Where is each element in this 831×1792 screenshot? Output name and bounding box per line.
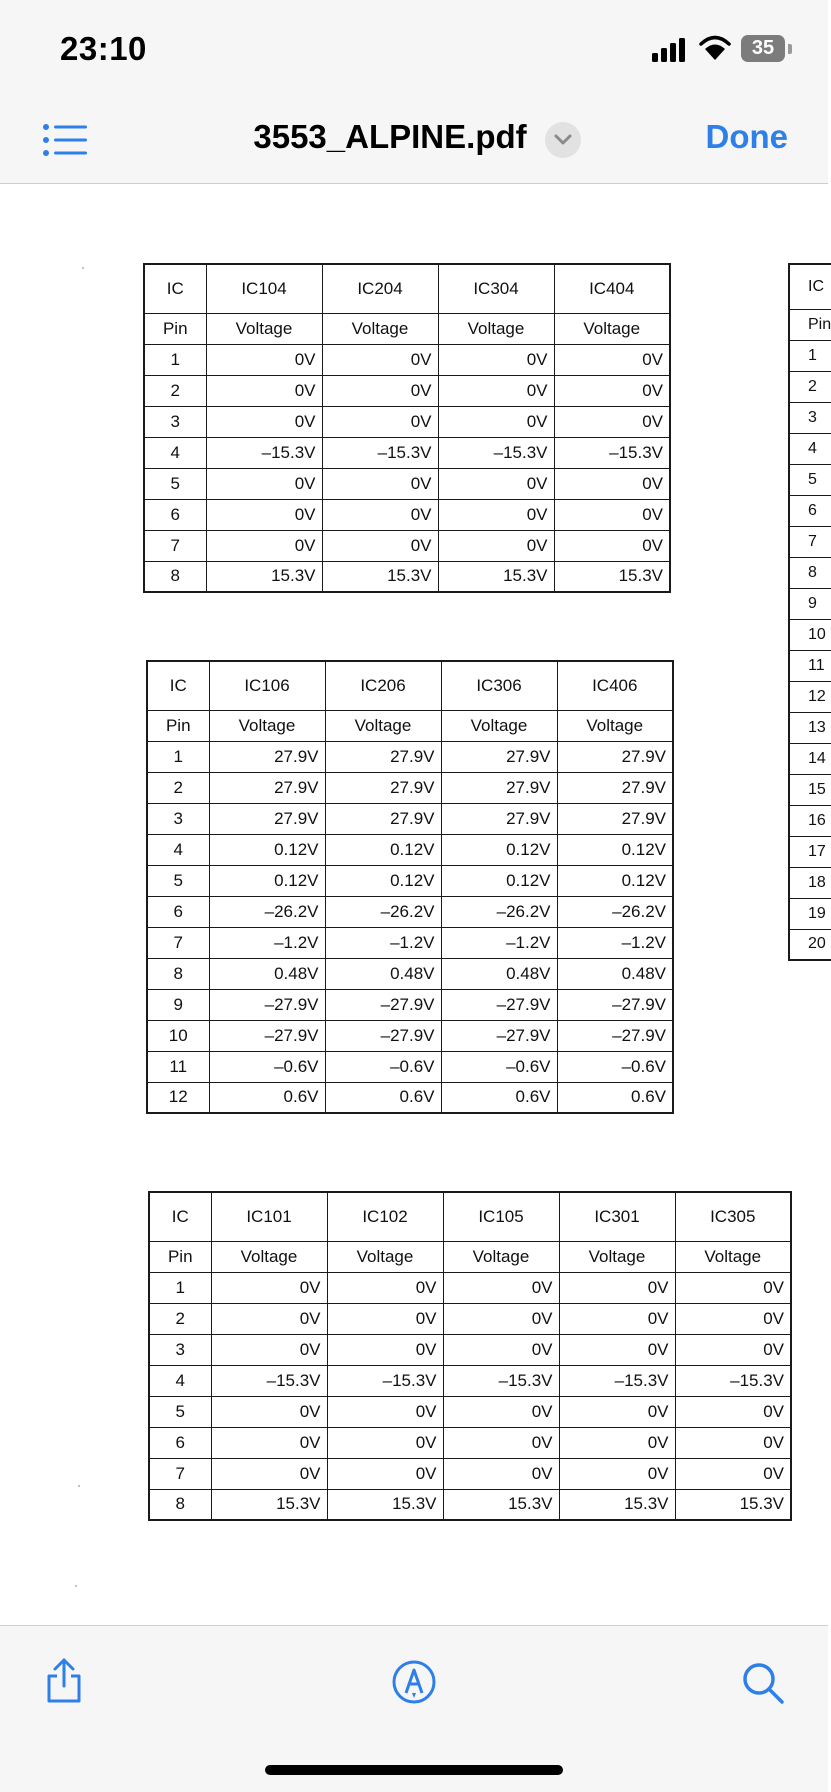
voltage-value: 0V — [675, 1303, 791, 1334]
voltage-value: 0V — [322, 375, 438, 406]
voltage-value: 15.3V — [675, 1489, 791, 1520]
voltage-subheader: Voltage — [441, 710, 557, 741]
pin-number: 3 — [149, 1334, 211, 1365]
voltage-value: 0V — [327, 1427, 443, 1458]
pin-number: 3 — [147, 803, 209, 834]
voltage-value: –26.2V — [557, 896, 673, 927]
table-row — [144, 499, 670, 530]
voltage-value: –0.6V — [557, 1051, 673, 1082]
voltage-value: 15.3V — [206, 561, 322, 592]
voltage-value: –27.9V — [325, 989, 441, 1020]
table-row — [789, 650, 831, 681]
voltage-value: –27.9V — [441, 989, 557, 1020]
table-row — [789, 681, 831, 712]
pin-number: 7 — [144, 530, 206, 561]
table-row — [789, 805, 831, 836]
pin-number: 2 — [789, 371, 831, 402]
ic-column-header: IC306 — [441, 661, 557, 710]
voltage-subheader: Voltage — [554, 313, 670, 344]
voltage-value: 27.9V — [557, 741, 673, 772]
table-row — [147, 927, 673, 958]
ic-header-label: IC — [149, 1192, 211, 1241]
table-row — [147, 1020, 673, 1051]
table-row — [789, 371, 831, 402]
pin-number: 6 — [789, 495, 831, 526]
voltage-subheader: Voltage — [325, 710, 441, 741]
voltage-value: –26.2V — [325, 896, 441, 927]
voltage-value: 0V — [554, 530, 670, 561]
voltage-value: 0V — [554, 468, 670, 499]
ic-column-header: IC101 — [211, 1192, 327, 1241]
voltage-value: –26.2V — [441, 896, 557, 927]
voltage-value: 0V — [322, 406, 438, 437]
pin-number: 6 — [144, 499, 206, 530]
pin-number: 13 — [789, 712, 831, 743]
voltage-value: 27.9V — [441, 772, 557, 803]
voltage-table-3 — [148, 1191, 792, 1521]
voltage-value: 0.12V — [441, 865, 557, 896]
voltage-value: –15.3V — [327, 1365, 443, 1396]
voltage-value: 0V — [554, 499, 670, 530]
pin-number: 8 — [147, 958, 209, 989]
table-row — [789, 774, 831, 805]
chevron-down-icon[interactable] — [545, 122, 581, 158]
table-row — [789, 557, 831, 588]
ic-column-header: IC301 — [559, 1192, 675, 1241]
voltage-value: 15.3V — [211, 1489, 327, 1520]
voltage-value: 0V — [211, 1458, 327, 1489]
voltage-value: –15.3V — [438, 437, 554, 468]
table-row — [144, 530, 670, 561]
voltage-subheader: Voltage — [443, 1241, 559, 1272]
voltage-value: –27.9V — [557, 989, 673, 1020]
voltage-subheader: Voltage — [322, 313, 438, 344]
pin-number: 15 — [789, 774, 831, 805]
pin-number: 3 — [789, 402, 831, 433]
scan-speck — [75, 1585, 77, 1587]
voltage-value: 0V — [438, 375, 554, 406]
pin-number: 5 — [144, 468, 206, 499]
pin-number: 9 — [147, 989, 209, 1020]
voltage-value: –26.2V — [209, 896, 325, 927]
voltage-subheader: Voltage — [557, 710, 673, 741]
table-row — [789, 898, 831, 929]
voltage-value: 0V — [554, 406, 670, 437]
pin-number: 5 — [149, 1396, 211, 1427]
pin-number: 8 — [789, 557, 831, 588]
voltage-value: 0V — [327, 1303, 443, 1334]
voltage-subheader: Voltage — [438, 313, 554, 344]
voltage-value: 0V — [327, 1458, 443, 1489]
pin-header-label: Pin — [789, 309, 831, 340]
voltage-value: 0.6V — [557, 1082, 673, 1113]
voltage-value: 0V — [211, 1303, 327, 1334]
table-row — [147, 989, 673, 1020]
pin-number: 8 — [144, 561, 206, 592]
table-row — [789, 526, 831, 557]
voltage-value: 0V — [206, 499, 322, 530]
pin-number: 3 — [144, 406, 206, 437]
pin-header-label: Pin — [144, 313, 206, 344]
voltage-value: 0V — [675, 1396, 791, 1427]
pin-number: 5 — [147, 865, 209, 896]
voltage-value: 27.9V — [557, 803, 673, 834]
pin-number: 12 — [147, 1082, 209, 1113]
pin-number: 11 — [789, 650, 831, 681]
voltage-value: 0.48V — [557, 958, 673, 989]
voltage-table-1 — [143, 263, 671, 593]
voltage-value: –27.9V — [209, 989, 325, 1020]
pin-number: 10 — [147, 1020, 209, 1051]
voltage-value: 0.12V — [209, 834, 325, 865]
ic-column-header: IC204 — [322, 264, 438, 313]
table-row — [149, 1458, 791, 1489]
voltage-value: 0V — [438, 406, 554, 437]
voltage-value: 0V — [554, 344, 670, 375]
pin-number: 2 — [147, 772, 209, 803]
voltage-value: 0V — [327, 1334, 443, 1365]
table-row — [144, 344, 670, 375]
pin-number: 2 — [144, 375, 206, 406]
voltage-value: 0V — [554, 375, 670, 406]
table-row — [789, 743, 831, 774]
voltage-value: 0.6V — [325, 1082, 441, 1113]
pin-number: 6 — [149, 1427, 211, 1458]
voltage-value: –15.3V — [554, 437, 670, 468]
ic-column-header: IC304 — [438, 264, 554, 313]
ic-header-label: IC — [789, 264, 831, 309]
ic-column-header: IC406 — [557, 661, 673, 710]
voltage-value: 27.9V — [209, 803, 325, 834]
pin-number: 8 — [149, 1489, 211, 1520]
voltage-value: 0V — [443, 1458, 559, 1489]
pin-number: 1 — [149, 1272, 211, 1303]
voltage-value: 0V — [559, 1458, 675, 1489]
voltage-value: 0V — [327, 1396, 443, 1427]
table-row — [144, 375, 670, 406]
voltage-value: 0V — [211, 1396, 327, 1427]
voltage-value: –1.2V — [441, 927, 557, 958]
voltage-value: 0V — [675, 1427, 791, 1458]
partial-pin-table — [788, 263, 831, 961]
pin-number: 1 — [147, 741, 209, 772]
status-time: 23:10 — [60, 30, 147, 67]
voltage-value: 0V — [211, 1427, 327, 1458]
table-row — [147, 741, 673, 772]
voltage-value: –1.2V — [209, 927, 325, 958]
table-row — [147, 1051, 673, 1082]
ic-header-label: IC — [144, 264, 206, 313]
voltage-value: –15.3V — [322, 437, 438, 468]
table-row — [149, 1365, 791, 1396]
voltage-value: 27.9V — [325, 741, 441, 772]
pin-number: 12 — [789, 681, 831, 712]
voltage-value: 0V — [206, 406, 322, 437]
pin-header-label: Pin — [147, 710, 209, 741]
pin-number: 1 — [144, 344, 206, 375]
voltage-value: –1.2V — [325, 927, 441, 958]
table-row — [789, 495, 831, 526]
pin-number: 4 — [789, 433, 831, 464]
voltage-value: 27.9V — [557, 772, 673, 803]
pin-number: 18 — [789, 867, 831, 898]
voltage-value: 0V — [206, 530, 322, 561]
table-row — [144, 406, 670, 437]
voltage-value: 15.3V — [559, 1489, 675, 1520]
ic-column-header: IC404 — [554, 264, 670, 313]
voltage-subheader: Voltage — [559, 1241, 675, 1272]
table-row — [149, 1303, 791, 1334]
voltage-value: –15.3V — [675, 1365, 791, 1396]
voltage-subheader: Voltage — [327, 1241, 443, 1272]
table-row — [149, 1272, 791, 1303]
done-button[interactable]: Done — [705, 118, 788, 155]
voltage-value: –15.3V — [206, 437, 322, 468]
search-icon[interactable] — [740, 1660, 786, 1706]
voltage-value: 0V — [438, 530, 554, 561]
voltage-value: 0V — [675, 1458, 791, 1489]
voltage-value: 0V — [443, 1396, 559, 1427]
voltage-value: –1.2V — [557, 927, 673, 958]
table-row — [147, 896, 673, 927]
voltage-value: 15.3V — [443, 1489, 559, 1520]
voltage-value: 0V — [206, 375, 322, 406]
table-row — [147, 834, 673, 865]
table-row — [789, 619, 831, 650]
pin-header-label: Pin — [149, 1241, 211, 1272]
battery-icon: 35 — [741, 35, 785, 62]
ic-column-header: IC104 — [206, 264, 322, 313]
voltage-value: 27.9V — [209, 772, 325, 803]
ic-column-header: IC206 — [325, 661, 441, 710]
table-row — [147, 1082, 673, 1113]
pin-number: 7 — [149, 1458, 211, 1489]
table-row — [147, 772, 673, 803]
nav-bar — [0, 100, 828, 184]
pin-number: 1 — [789, 340, 831, 371]
voltage-value: 27.9V — [325, 772, 441, 803]
ic-column-header: IC105 — [443, 1192, 559, 1241]
table-row — [789, 433, 831, 464]
pin-number: 7 — [147, 927, 209, 958]
table-row — [789, 712, 831, 743]
voltage-value: 0V — [438, 344, 554, 375]
scan-speck — [82, 267, 84, 269]
pin-number: 11 — [147, 1051, 209, 1082]
voltage-value: –0.6V — [325, 1051, 441, 1082]
home-indicator — [265, 1765, 563, 1775]
voltage-value: 15.3V — [327, 1489, 443, 1520]
pin-number: 9 — [789, 588, 831, 619]
table-row — [789, 340, 831, 371]
document-title[interactable]: 3553_ALPINE.pdf — [253, 118, 527, 155]
voltage-value: 0V — [438, 499, 554, 530]
voltage-value: 0V — [206, 468, 322, 499]
voltage-value: 0.6V — [209, 1082, 325, 1113]
voltage-value: 0V — [443, 1303, 559, 1334]
voltage-value: 0.12V — [557, 834, 673, 865]
voltage-value: 0V — [443, 1427, 559, 1458]
voltage-subheader: Voltage — [675, 1241, 791, 1272]
voltage-value: –27.9V — [325, 1020, 441, 1051]
voltage-value: –0.6V — [441, 1051, 557, 1082]
voltage-value: 0.12V — [325, 834, 441, 865]
voltage-value: 0V — [322, 468, 438, 499]
voltage-value: 15.3V — [438, 561, 554, 592]
pin-number: 4 — [144, 437, 206, 468]
pin-number: 2 — [149, 1303, 211, 1334]
voltage-value: –15.3V — [559, 1365, 675, 1396]
voltage-subheader: Voltage — [206, 313, 322, 344]
voltage-value: 0V — [322, 530, 438, 561]
voltage-table-2 — [146, 660, 674, 1114]
voltage-value: 27.9V — [209, 741, 325, 772]
voltage-value: 0V — [438, 468, 554, 499]
voltage-subheader: Voltage — [211, 1241, 327, 1272]
wifi-icon — [700, 34, 730, 62]
voltage-value: 0V — [559, 1303, 675, 1334]
table-row — [789, 402, 831, 433]
table-row — [147, 803, 673, 834]
table-row — [147, 865, 673, 896]
voltage-value: 0.48V — [209, 958, 325, 989]
pin-number: 10 — [789, 619, 831, 650]
voltage-value: –15.3V — [443, 1365, 559, 1396]
ic-column-header: IC102 — [327, 1192, 443, 1241]
voltage-value: –0.6V — [209, 1051, 325, 1082]
voltage-subheader: Voltage — [209, 710, 325, 741]
battery-tip — [788, 44, 792, 54]
voltage-value: 0V — [206, 344, 322, 375]
voltage-value: –27.9V — [557, 1020, 673, 1051]
pin-number: 14 — [789, 743, 831, 774]
table-row — [147, 958, 673, 989]
cellular-signal-icon — [652, 38, 688, 62]
voltage-value: 0V — [322, 344, 438, 375]
pin-number: 4 — [149, 1365, 211, 1396]
ic-column-header: IC106 — [209, 661, 325, 710]
pin-number: 17 — [789, 836, 831, 867]
voltage-value: 15.3V — [322, 561, 438, 592]
voltage-value: 0.6V — [441, 1082, 557, 1113]
voltage-value: 0.12V — [209, 865, 325, 896]
voltage-value: 0V — [559, 1334, 675, 1365]
voltage-value: 0.12V — [325, 865, 441, 896]
voltage-value: –15.3V — [211, 1365, 327, 1396]
voltage-value: 0V — [559, 1427, 675, 1458]
scan-speck — [78, 1485, 80, 1487]
voltage-value: 0V — [211, 1272, 327, 1303]
voltage-value: 0V — [675, 1334, 791, 1365]
voltage-value: 27.9V — [441, 803, 557, 834]
pin-number: 4 — [147, 834, 209, 865]
share-icon[interactable] — [44, 1656, 84, 1704]
pin-number: 6 — [147, 896, 209, 927]
voltage-value: 0V — [322, 499, 438, 530]
voltage-value: 0.48V — [441, 958, 557, 989]
voltage-value: 0.12V — [441, 834, 557, 865]
markup-icon[interactable] — [391, 1659, 437, 1705]
pin-number: 20 — [789, 929, 831, 960]
pdf-page — [0, 185, 831, 1625]
ic-column-header: IC305 — [675, 1192, 791, 1241]
table-row — [789, 867, 831, 898]
table-row — [789, 929, 831, 960]
table-row — [144, 561, 670, 592]
voltage-value: 0.12V — [557, 865, 673, 896]
voltage-value: 0V — [443, 1272, 559, 1303]
status-bar — [0, 0, 828, 100]
table-row — [144, 437, 670, 468]
table-row — [144, 468, 670, 499]
table-row — [789, 836, 831, 867]
voltage-value: 15.3V — [554, 561, 670, 592]
voltage-value: 0V — [443, 1334, 559, 1365]
voltage-value: –27.9V — [209, 1020, 325, 1051]
pin-number: 16 — [789, 805, 831, 836]
pin-number: 5 — [789, 464, 831, 495]
pin-number: 7 — [789, 526, 831, 557]
table-row — [149, 1489, 791, 1520]
voltage-value: 0V — [675, 1272, 791, 1303]
table-row — [149, 1396, 791, 1427]
voltage-value: 0V — [211, 1334, 327, 1365]
voltage-value: 0V — [559, 1396, 675, 1427]
voltage-value: 0V — [559, 1272, 675, 1303]
voltage-value: 27.9V — [441, 741, 557, 772]
table-row — [149, 1334, 791, 1365]
ic-header-label: IC — [147, 661, 209, 710]
pin-number: 19 — [789, 898, 831, 929]
voltage-value: 0.48V — [325, 958, 441, 989]
voltage-value: 27.9V — [325, 803, 441, 834]
voltage-value: 0V — [327, 1272, 443, 1303]
table-row — [789, 588, 831, 619]
table-row — [789, 464, 831, 495]
voltage-value: –27.9V — [441, 1020, 557, 1051]
table-row — [149, 1427, 791, 1458]
